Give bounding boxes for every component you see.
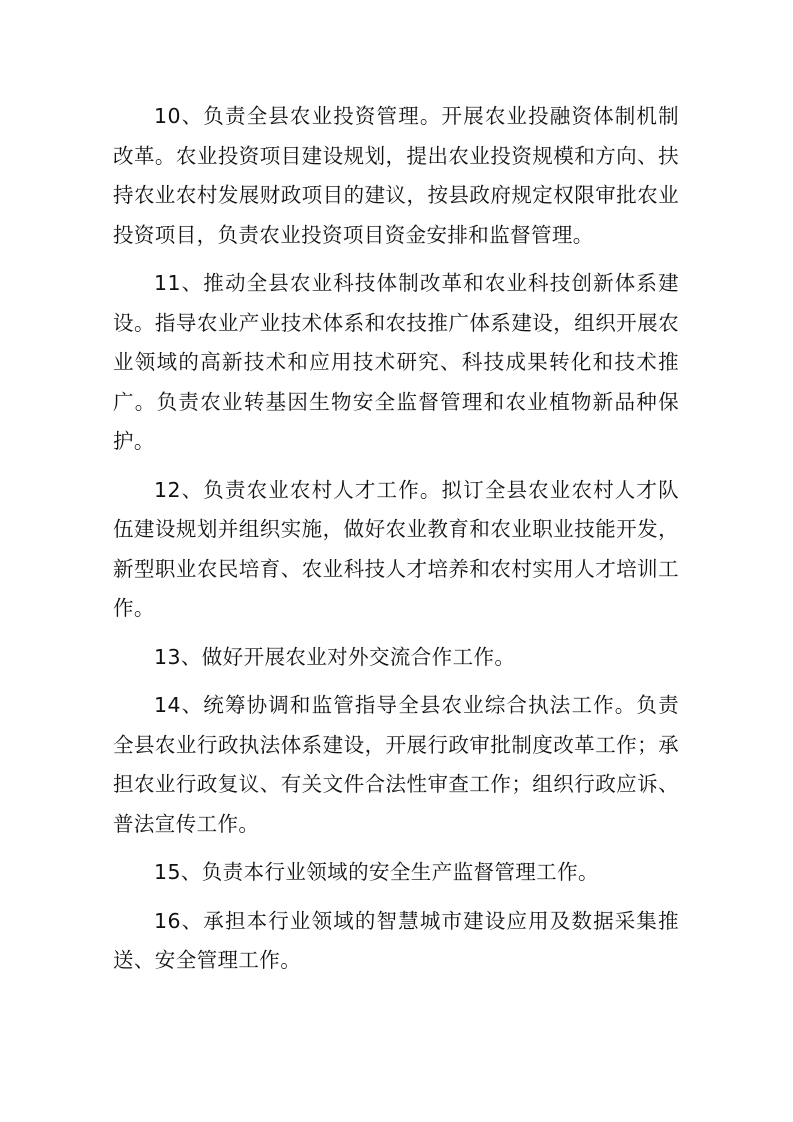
paragraph-item-16: 16、承担本行业领域的智慧城市建设应用及数据采集推送、安全管理工作。 xyxy=(113,908,679,972)
document-body xyxy=(113,97,679,990)
paragraph-item-14: 14、统筹协调和监管指导全县农业综合执法工作。负责全县农业行政执法体系建设，开展行政审批制度改革工作；承担农业行政复议、有关文件合法性审查工作；组织行政应诉、普法宣传工作。 xyxy=(113,693,679,836)
paragraph-item-10: 10、负责全县农业投资管理。开展农业投融资体制机制改革。农业投资项目建设规划，提出农业投资规模和方向、扶持农业农村发展财政项目的建议，按县政府规定权限审批农业投资项目，负责农业投资项目资金安排和监督管理。 xyxy=(113,104,679,247)
paragraph-item-15: 15、负责本行业领域的安全生产监督管理工作。 xyxy=(154,860,599,884)
paragraph-item-13: 13、做好开展农业对外交流合作工作。 xyxy=(154,644,516,669)
paragraph-item-11: 11、推动全县农业科技体制改革和农业科技创新体系建设。指导农业产业技术体系和农技推广体系建设，组织开展农业领域的高新技术和应用技术研究、科技成果转化和技术推广。负责农业转基因生物安全监督管理和农业植物新品种保护。 xyxy=(113,271,679,453)
paragraph-item-12: 12、负责农业农村人才工作。拟订全县农业农村人才队伍建设规划并组织实施，做好农业教育和农业职业技能开发，新型职业农民培育、农业科技人才培养和农村实用人才培训工作。 xyxy=(113,477,679,620)
